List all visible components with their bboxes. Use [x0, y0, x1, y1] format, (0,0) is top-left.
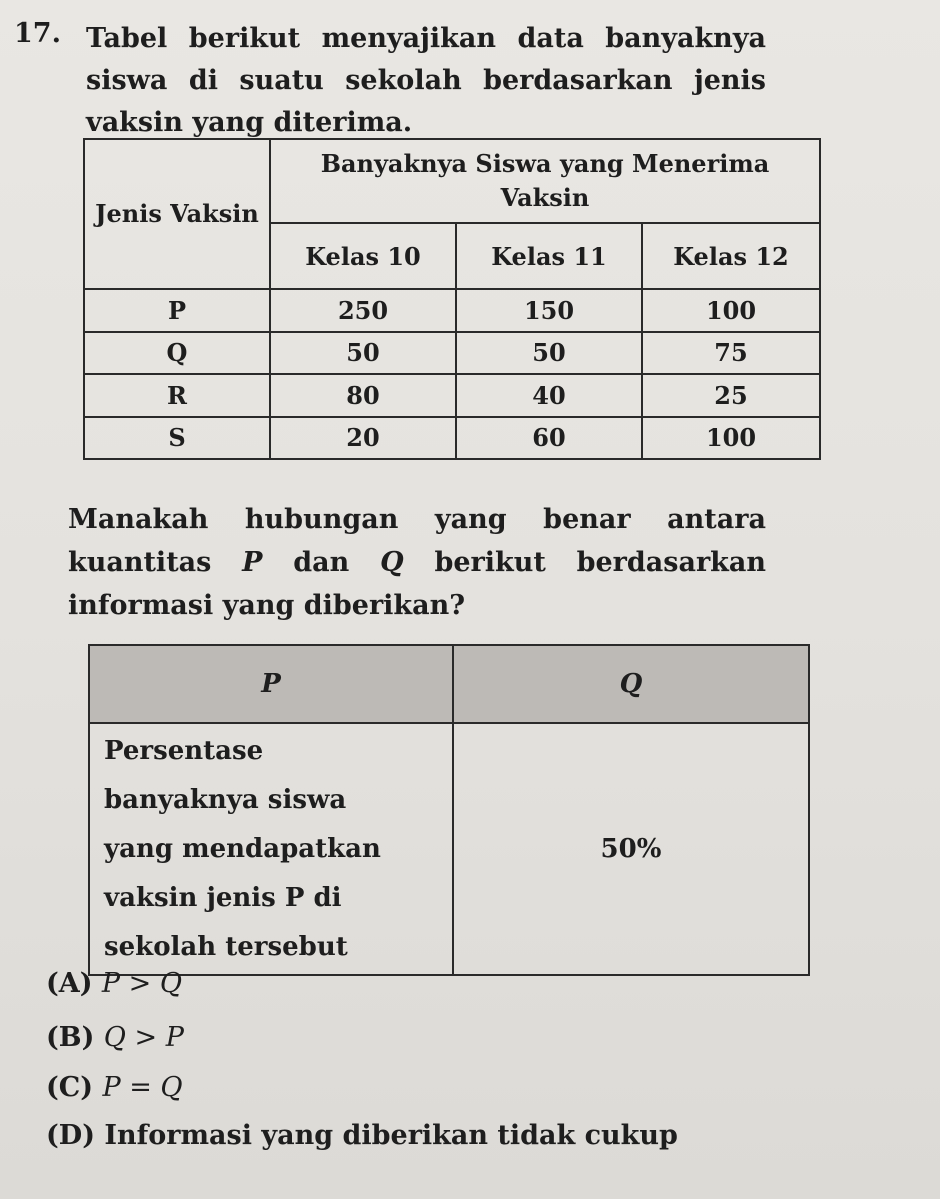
var-p: P: [242, 547, 263, 578]
cell-value: 50: [270, 332, 456, 375]
table-row: [84, 332, 820, 375]
compare-cell-q: 50%: [453, 723, 809, 975]
prompt-mid: dan: [262, 547, 381, 578]
p-line: vaksin jenis P di: [104, 882, 342, 913]
var-q: Q: [380, 547, 404, 578]
option-label: (A): [46, 968, 93, 999]
option-text: P > Q: [101, 968, 182, 999]
p-line: banyaknya siswa: [104, 784, 347, 815]
cell-value: 60: [456, 417, 642, 460]
cell-value: 80: [270, 374, 456, 417]
question-number: 17.: [14, 18, 61, 49]
table-row: [84, 417, 820, 460]
p-line: Persentase: [104, 735, 264, 766]
prompt-post: berikut berdasarkan informasi yang diberikan?: [68, 547, 767, 621]
option-c[interactable]: [46, 1072, 183, 1103]
question-prompt: [68, 498, 766, 627]
prompt-pre: Manakah hubungan yang benar antara kuantitas: [68, 504, 766, 578]
header-banyaknya-siswa: Banyaknya Siswa yang Menerima Vaksin: [270, 139, 820, 223]
option-d[interactable]: [46, 1120, 678, 1151]
cell-value: 20: [270, 417, 456, 460]
option-b[interactable]: [46, 1022, 184, 1053]
option-text: Q > P: [103, 1022, 184, 1053]
compare-header-q: Q: [453, 645, 809, 723]
cell-value: 250: [270, 289, 456, 332]
compare-cell-p: [89, 723, 453, 975]
option-label: (D): [46, 1120, 95, 1151]
p-line: yang mendapatkan: [104, 833, 381, 864]
option-text: P = Q: [102, 1072, 183, 1103]
table-row: [84, 289, 820, 332]
option-text: Informasi yang diberikan tidak cukup: [104, 1120, 678, 1151]
cell-value: 75: [642, 332, 820, 375]
option-label: (B): [46, 1022, 95, 1053]
header-jenis-vaksin: Jenis Vaksin: [84, 139, 270, 289]
cell-value: 40: [456, 374, 642, 417]
row-jenis: S: [84, 417, 270, 460]
cell-value: 100: [642, 417, 820, 460]
compare-table: [88, 644, 810, 976]
compare-header-p: P: [89, 645, 453, 723]
header-kelas-12: Kelas 12: [642, 223, 820, 289]
table-row: [84, 374, 820, 417]
cell-value: 25: [642, 374, 820, 417]
cell-value: 100: [642, 289, 820, 332]
cell-value: 150: [456, 289, 642, 332]
row-jenis: R: [84, 374, 270, 417]
p-line: sekolah tersebut: [104, 931, 348, 962]
option-a[interactable]: [46, 968, 182, 999]
question-stem: Tabel berikut menyajikan data banyaknya siswa di suatu sekolah berdasarkan jenis vaksin yang diterima.: [86, 23, 766, 138]
vaccine-table: [83, 138, 821, 460]
row-jenis: P: [84, 289, 270, 332]
cell-value: 50: [456, 332, 642, 375]
header-kelas-11: Kelas 11: [456, 223, 642, 289]
row-jenis: Q: [84, 332, 270, 375]
header-kelas-10: Kelas 10: [270, 223, 456, 289]
option-label: (C): [46, 1072, 94, 1103]
